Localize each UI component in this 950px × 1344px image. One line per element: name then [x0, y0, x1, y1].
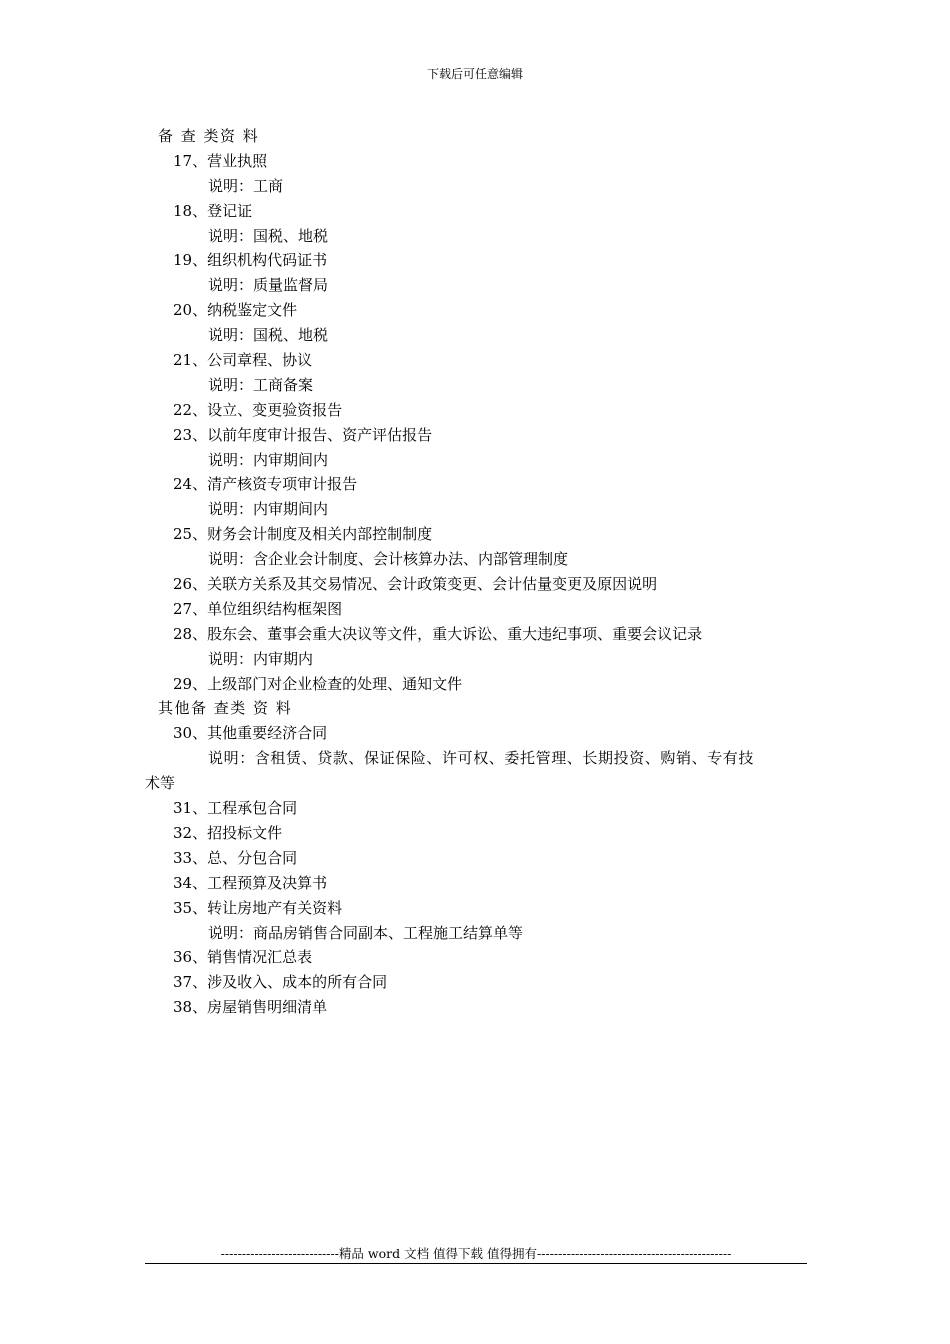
- note-line: 说明：质量监督局: [208, 276, 329, 295]
- list-item: 24、清产核资专项审计报告: [173, 475, 358, 494]
- list-item: 35、转让房地产有关资料: [173, 898, 343, 917]
- note-line: 说明：工商备案: [208, 375, 314, 394]
- list-item: 27、单位组织结构框架图: [173, 599, 343, 618]
- list-item: 22、设立、变更验资报告: [173, 400, 343, 419]
- list-item: 25、财务会计制度及相关内部控制制度: [173, 525, 433, 544]
- list-item: 34、工程预算及决算书: [173, 873, 328, 892]
- note-line: 说明：工商: [208, 176, 284, 195]
- list-item: 21、公司章程、协议: [173, 351, 313, 370]
- header-note: 下载后可任意编辑: [426, 67, 523, 81]
- note-line-continuation: 术等: [145, 774, 176, 793]
- note-line: 说明：内审期间内: [208, 500, 329, 519]
- list-item: 19、组织机构代码证书: [173, 251, 328, 270]
- list-item: 33、总、分包合同: [173, 848, 298, 867]
- section-heading: 备 查 类资 料: [158, 127, 260, 145]
- list-item: 20、纳税鉴定文件: [173, 301, 298, 320]
- note-line: 说明：内审期内: [208, 649, 314, 668]
- list-item: 36、销售情况汇总表: [173, 948, 313, 967]
- note-line: 说明：含租赁、贷款、保证保险、许可权、委托管理、长期投资、购销、专有技: [208, 749, 755, 768]
- page-footer: ----------------------------精品 word 文档 值得下载 值得拥有----------------------------------------------: [145, 1246, 807, 1264]
- list-item: 29、上级部门对企业检查的处理、通知文件: [173, 674, 463, 693]
- note-line: 说明：内审期间内: [208, 450, 329, 469]
- note-line: 说明：含企业会计制度、会计核算办法、内部管理制度: [208, 550, 569, 569]
- list-item: 37、涉及收入、成本的所有合同: [173, 973, 388, 992]
- list-item: 31、工程承包合同: [173, 799, 298, 818]
- note-line: 说明：国税、地税: [208, 326, 329, 345]
- note-line: 说明：商品房销售合同副本、工程施工结算单等: [208, 923, 524, 942]
- list-item: 26、关联方关系及其交易情况、会计政策变更、会计估量变更及原因说明: [173, 575, 658, 594]
- list-item: 17、营业执照: [173, 151, 268, 170]
- list-item: 38、房屋销售明细清单: [173, 998, 328, 1017]
- list-item: 23、以前年度审计报告、资产评估报告: [173, 425, 433, 444]
- list-item: 30、其他重要经济合同: [173, 724, 328, 743]
- list-item: 32、招投标文件: [173, 823, 283, 842]
- document-body: [145, 124, 810, 1020]
- section-heading: 其他备 查类 资 料: [158, 699, 293, 718]
- list-item: 18、登记证: [173, 201, 253, 220]
- note-line: 说明：国税、地税: [208, 226, 329, 245]
- list-item: 28、股东会、董事会重大决议等文件，重大诉讼、重大违纪事项、重要会议记录: [173, 624, 703, 643]
